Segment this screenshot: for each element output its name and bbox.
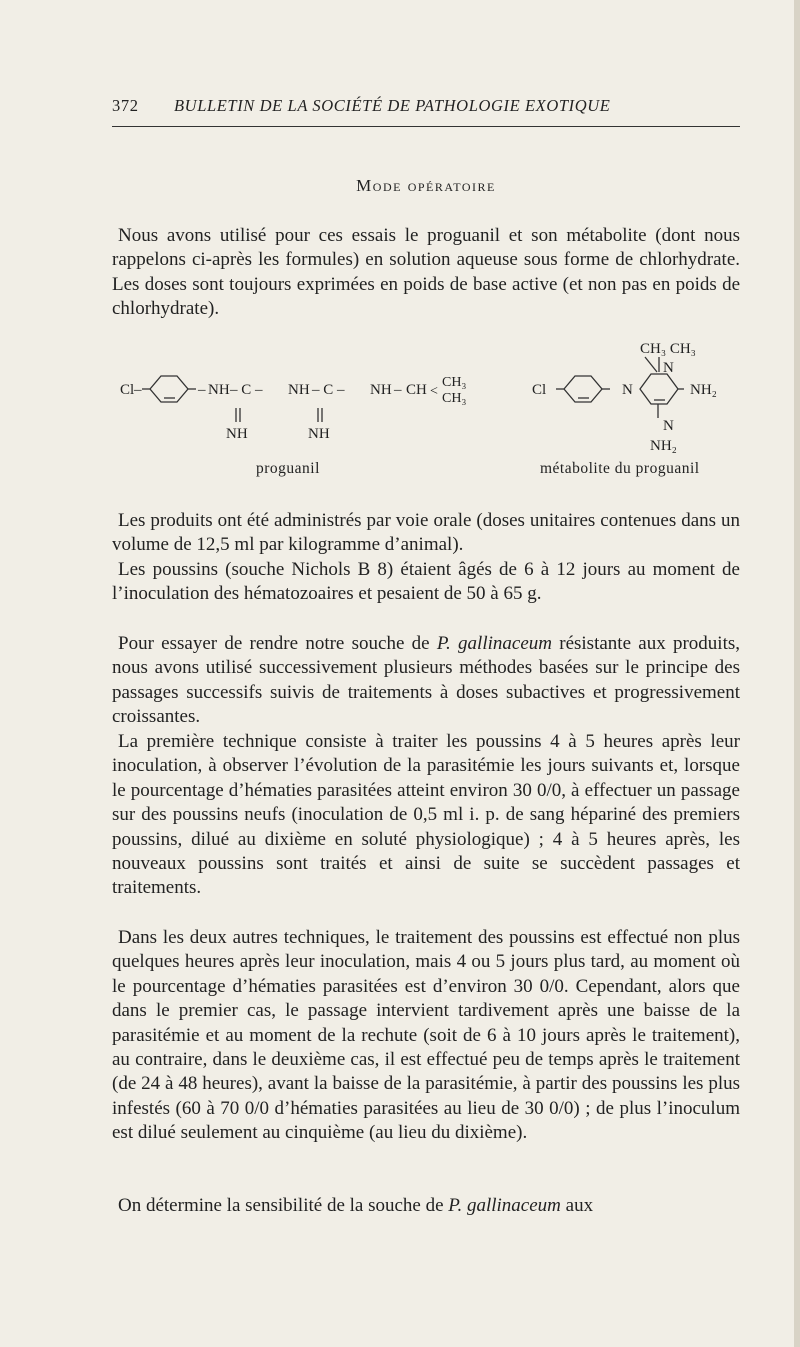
nh-label-4: NH — [226, 426, 248, 442]
svg-text:– C –: – C – — [312, 382, 345, 398]
svg-text:–: – — [134, 382, 142, 398]
n-label-3: N — [663, 418, 674, 434]
p4-end: résistante aux produits, nous avons utilisé successivement plusieurs méthodes basées sur le principe des passages successifs suivis de traitements à doses subactives et progressivement croissantes. — [112, 633, 740, 728]
paragraph-resistance — [112, 632, 740, 730]
p7-start: On détermine la sensibilité de la souche de — [118, 1195, 449, 1216]
n-label-2: N — [663, 360, 674, 376]
nh-label-2: NH — [288, 382, 310, 398]
page-number: 372 — [112, 96, 139, 115]
ch3ch3-label: CH₃ CH₃ — [640, 342, 696, 357]
metabolite-caption: métabolite du proguanil — [540, 460, 700, 477]
n-label-1: N — [622, 382, 633, 398]
proguanil-caption: proguanil — [256, 460, 320, 477]
paragraph-administration: Les produits ont été administrés par voie orale (doses unitaires contenues dans un volume de 12,5 ml par kilogramme d’animal). — [112, 510, 740, 556]
chemical-formulas — [112, 342, 740, 482]
species-name-2: P. gallinaceum — [448, 1195, 561, 1216]
paragraph-sensitivity — [112, 1194, 740, 1218]
nh-label-1: NH — [208, 382, 230, 398]
nh-label-5: NH — [308, 426, 330, 442]
svg-text:<: < — [430, 384, 438, 399]
cl-label-2: Cl — [532, 382, 547, 398]
cl-label-1: Cl — [120, 382, 135, 398]
nh-label-3: NH — [370, 382, 392, 398]
paragraph-chicks: Les poussins (souche Nichols B 8) étaient âgés de 6 à 12 jours au moment de l’inoculation des hématozoaires et pesaient de 50 à 65 g. — [112, 559, 740, 605]
paragraph-first-technique: La première technique consiste à traiter les poussins 4 à 5 heures après leur inoculation, à observer l’évolution de la parasitémie les jours suivants et, lorsque le pourcentage d’hématies parasitées atteint environ 30 0/0, à effectuer un passage sur des poussins neufs (inoculation de 0,5 ml i. p. de sang hépariné des premiers poussins, dilué au dixième en soluté physiologique) ; 4 à 5 heures après, les nouveaux poussins sont traités et ainsi de suite se succèdent passages et traitements. — [112, 731, 740, 899]
ch3-label-2: CH₃ — [442, 391, 467, 406]
svg-text:– C –: – C – — [230, 382, 263, 398]
p7-end: aux — [560, 1195, 594, 1216]
nh2-label-2: NH₂ — [650, 438, 677, 454]
nh2-label-1: NH₂ — [690, 382, 717, 398]
journal-title: BULLETIN DE LA SOCIÉTÉ DE PATHOLOGIE EXOTIQUE — [174, 96, 611, 115]
species-name: P. gallinaceum — [436, 633, 552, 654]
ch-label: CH — [406, 382, 427, 398]
paragraph-materials: Nous avons utilisé pour ces essais le proguanil et son métabolite (dont nous rappelons ci-après les formules) en solution aqueuse sous forme de chlorhydrate. Les doses sont toujours exprimées en poids de base active (et non pas en poids de chlorhydrate). — [112, 225, 740, 320]
svg-text:–: – — [394, 382, 402, 398]
paragraph-other-techniques: Dans les deux autres techniques, le traitement des poussins est effectué non plus quelques heures après leur inoculation, mais 4 ou 5 jours plus tard, au moment où le pourcentage d’hématies parasitées est d’environ 30 0/0. Cependant, alors que dans le premier cas, le passage intervient tardivement après une baisse de la parasitémie et au moment de la rechute (soit de 6 à 10 jours après le traitement), au contraire, dans le deuxième cas, il est effectué peu de temps après le traitement (de 24 à 48 heures), avant la baisse de la parasitémie, à partir des poussins les plus infestés (60 à 70 0/0 d’hématies parasitées au lieu de 30 0/0) ; de plus l’inoculum est dilué seulement au cinquième (au lieu du dixième). — [112, 927, 740, 1144]
ch3-label-1: CH₃ — [442, 375, 467, 390]
page-edge — [794, 0, 800, 1347]
svg-text:–: – — [198, 382, 206, 398]
header-rule — [112, 126, 740, 127]
p4-start: Pour essayer de rendre notre souche de — [118, 633, 437, 654]
section-title: Mode opératoire — [356, 176, 496, 195]
